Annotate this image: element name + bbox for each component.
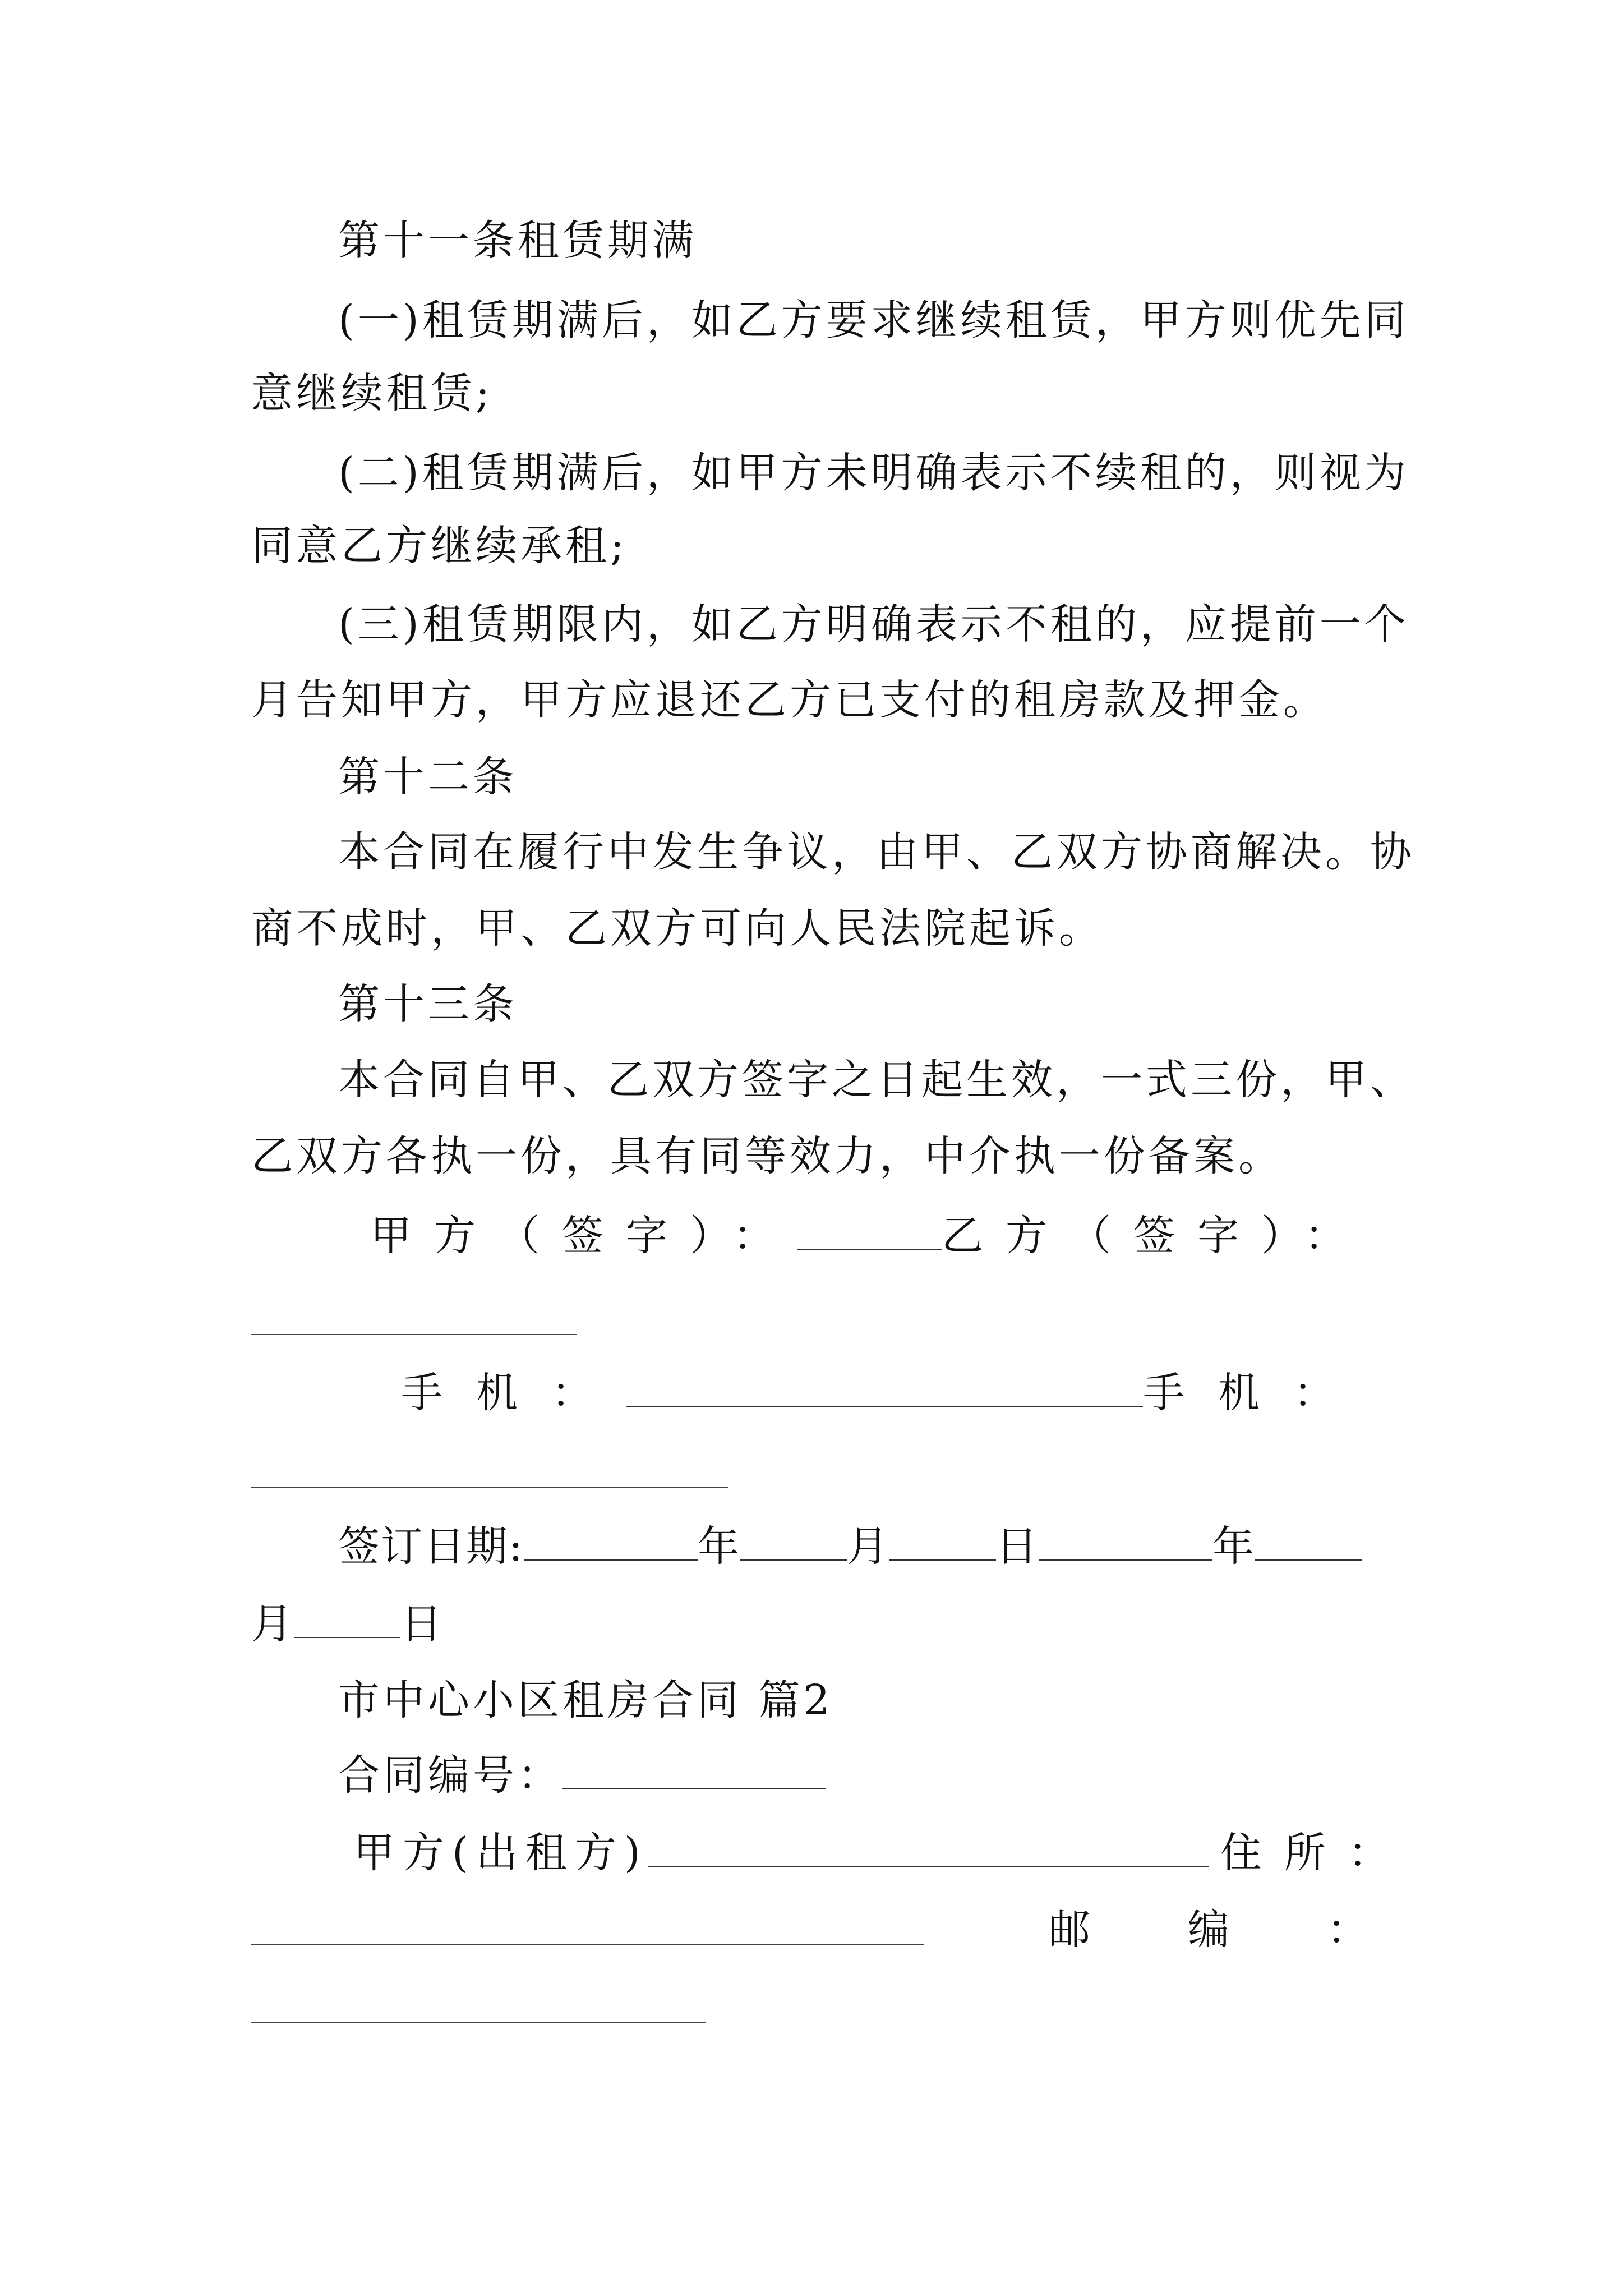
postcode-label bbox=[1049, 1904, 1368, 1955]
date-a-day-blank[interactable] bbox=[889, 1559, 996, 1561]
date-a-day-unit: 日 bbox=[995, 1522, 1039, 1571]
date-a-month-blank[interactable] bbox=[740, 1559, 847, 1561]
party-b-phone-label: 手机： bbox=[1143, 1369, 1368, 1417]
article-13-body-line-1: 本合同自甲、乙双方签字之日起生效，一式三份，甲、 bbox=[338, 1056, 1415, 1104]
date-b-year-blank[interactable] bbox=[1039, 1559, 1212, 1561]
party-b-signature-blank[interactable] bbox=[251, 1334, 577, 1335]
party-b-signature-label: 乙方（签字）： bbox=[942, 1212, 1368, 1260]
date-b-day-unit: 日 bbox=[400, 1600, 443, 1648]
party-a-signature-label: 甲方（签字）： bbox=[370, 1212, 797, 1260]
article-11-item-3-line-2: 月告知甲方，甲方应退还乙方已支付的租房款及押金。 bbox=[251, 676, 1328, 724]
signature-row bbox=[370, 1211, 1368, 1261]
lessor-label: 甲方(出租方) bbox=[353, 1829, 648, 1877]
sign-date-label: 签订日期: bbox=[338, 1522, 524, 1571]
lessor-address-label: 住所： bbox=[1220, 1829, 1412, 1877]
article-11-item-2-line-1: (二)租赁期满后，如甲方未明确表示不续租的，则视为 bbox=[338, 449, 1409, 497]
date-b-year-unit: 年 bbox=[1212, 1522, 1255, 1571]
date-a-year-unit: 年 bbox=[697, 1522, 740, 1571]
party-b-phone-blank[interactable] bbox=[251, 1487, 728, 1488]
postcode-char-1: 邮 bbox=[1049, 1906, 1090, 1954]
date-b-day-blank[interactable] bbox=[294, 1637, 400, 1638]
article-11-item-1-line-2: 意继续租赁; bbox=[251, 369, 493, 417]
sign-date-row-continued bbox=[251, 1599, 443, 1649]
contract-number-row bbox=[338, 1750, 826, 1801]
contract-2-heading: 市中心小区租房合同 篇2 bbox=[338, 1676, 833, 1724]
article-13-body-line-2: 乙双方各执一份，具有同等效力，中介执一份备案。 bbox=[251, 1132, 1283, 1180]
lessor-name-blank[interactable] bbox=[648, 1866, 1209, 1867]
party-a-signature-blank[interactable] bbox=[797, 1249, 942, 1250]
date-b-month-blank[interactable] bbox=[1255, 1559, 1362, 1561]
article-11-item-1-line-1: (一)租赁期满后，如乙方要求继续租赁，甲方则优先同 bbox=[338, 296, 1409, 344]
postcode-char-2: 编 bbox=[1188, 1906, 1229, 1954]
party-a-phone-blank[interactable] bbox=[626, 1406, 1143, 1407]
contract-number-blank[interactable] bbox=[562, 1788, 826, 1789]
postcode-blank[interactable] bbox=[251, 2022, 706, 2023]
article-11-item-3-line-1: (三)租赁期限内，如乙方明确表示不租的，应提前一个 bbox=[338, 600, 1409, 648]
party-a-phone-label: 手机： bbox=[401, 1369, 626, 1417]
article-12-body-line-2: 商不成时，甲、乙双方可向人民法院起诉。 bbox=[251, 904, 1104, 953]
date-a-year-blank[interactable] bbox=[524, 1559, 698, 1561]
date-b-month-unit: 月 bbox=[251, 1600, 294, 1648]
lessor-row bbox=[353, 1828, 1412, 1878]
article-12-title: 第十二条 bbox=[338, 753, 518, 801]
sign-date-row bbox=[338, 1521, 1362, 1572]
article-11-item-2-line-2: 同意乙方继续承租; bbox=[251, 522, 628, 570]
phone-row bbox=[401, 1368, 1368, 1418]
lessor-address-blank[interactable] bbox=[251, 1944, 924, 1945]
postcode-colon: ： bbox=[1327, 1906, 1368, 1954]
contract-number-label: 合同编号： bbox=[338, 1751, 562, 1800]
article-13-title: 第十三条 bbox=[338, 980, 518, 1028]
date-a-month-unit: 月 bbox=[846, 1522, 889, 1571]
article-11-title: 第十一条租赁期满 bbox=[338, 217, 697, 265]
article-12-body-line-1: 本合同在履行中发生争议，由甲、乙双方协商解决。协 bbox=[338, 828, 1415, 876]
